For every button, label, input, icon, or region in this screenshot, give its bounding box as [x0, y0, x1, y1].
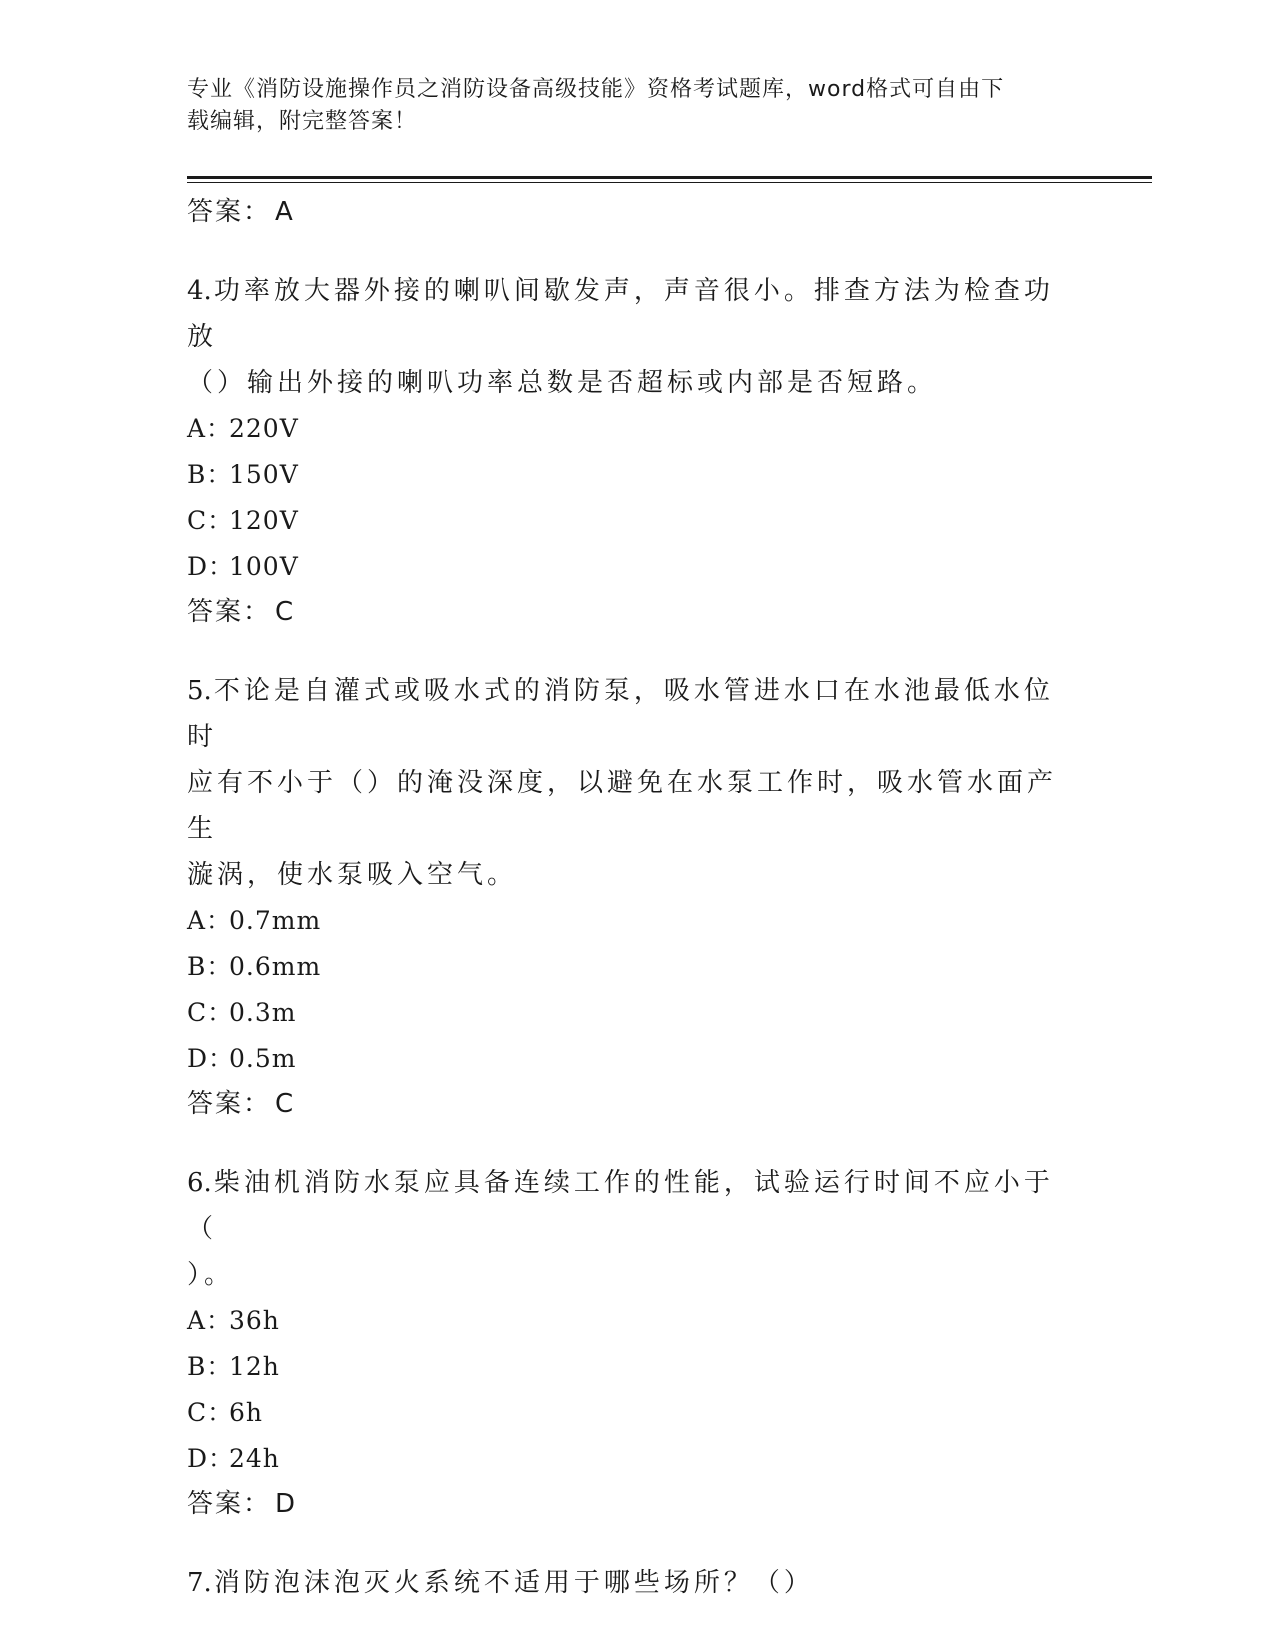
option-row [187, 498, 1067, 544]
question-block [187, 1126, 1067, 1526]
header-rule-thick [187, 176, 1152, 179]
question-text-line [187, 668, 1067, 760]
question-number: 7. [187, 1568, 212, 1598]
question-text: 漩涡，使水泵吸入空气。 [187, 860, 518, 890]
question-number: 6. [187, 1168, 212, 1198]
option-letter: B： [187, 1352, 233, 1381]
question-list [187, 234, 1067, 1606]
option-letter: A： [187, 906, 233, 935]
option-row [187, 898, 1067, 944]
question-text: 不论是自灌式或吸水式的消防泵，吸水管进水口在水池最低水位时 [187, 676, 1054, 752]
answer-label: 答案： [187, 1089, 272, 1119]
option-letter: A： [187, 1306, 233, 1335]
answer-value: A [275, 197, 293, 227]
question-text: ）。 [187, 1260, 235, 1290]
option-text: 36h [229, 1306, 280, 1335]
answer-line [187, 1082, 1067, 1126]
option-text: 220V [229, 414, 299, 443]
option-letter: D： [187, 552, 235, 581]
question-text-line [187, 268, 1067, 360]
question-block [187, 234, 1067, 634]
question-text-line [187, 1560, 1067, 1606]
option-text: 0.7mm [229, 906, 322, 935]
question-number: 5. [187, 676, 212, 706]
option-text: 0.5m [229, 1044, 297, 1073]
option-text: 0.6mm [229, 952, 322, 981]
option-row [187, 1036, 1067, 1082]
option-row [187, 1390, 1067, 1436]
option-letter: B： [187, 460, 233, 489]
answer-label: 答案： [187, 197, 272, 227]
answer-line [187, 190, 1067, 234]
option-row [187, 1344, 1067, 1390]
option-letter: D： [187, 1044, 235, 1073]
option-letter: C： [187, 998, 234, 1027]
option-text: 0.3m [229, 998, 297, 1027]
question-text: 应有不小于（）的淹没深度，以避免在水泵工作时，吸水管水面产生 [187, 768, 1058, 844]
question-text: 消防泡沫泡灭火系统不适用于哪些场所？（） [213, 1568, 814, 1598]
question-spacer [187, 234, 1067, 268]
question-text-line [187, 760, 1067, 852]
answer-line [187, 1482, 1067, 1526]
question-text-line [187, 852, 1067, 898]
option-row [187, 406, 1067, 452]
option-text: 120V [229, 506, 299, 535]
question-spacer [187, 1526, 1067, 1560]
document-header [187, 74, 1067, 138]
question-text-line [187, 1252, 1067, 1298]
answer-label: 答案： [187, 597, 272, 627]
answer-label: 答案： [187, 1489, 272, 1519]
option-text: 24h [229, 1444, 280, 1473]
question-spacer [187, 1126, 1067, 1160]
option-letter: D： [187, 1444, 235, 1473]
question-spacer [187, 634, 1067, 668]
option-text: 100V [229, 552, 299, 581]
option-letter: B： [187, 952, 233, 981]
option-letter: C： [187, 506, 234, 535]
option-row [187, 1436, 1067, 1482]
question-block [187, 634, 1067, 1126]
question-text: 柴油机消防水泵应具备连续工作的性能，试验运行时间不应小于（ [187, 1168, 1054, 1244]
option-letter: A： [187, 414, 233, 443]
header-rule-thin [187, 182, 1152, 183]
option-row [187, 1298, 1067, 1344]
answer-line [187, 590, 1067, 634]
question-text-line [187, 360, 1067, 406]
option-letter: C： [187, 1398, 234, 1427]
question-text: 功率放大器外接的喇叭间歇发声，声音很小。排查方法为检查功放 [187, 276, 1054, 352]
option-text: 6h [229, 1398, 264, 1427]
document-content [187, 190, 1067, 1606]
option-row [187, 944, 1067, 990]
header-line-2: 载编辑，附完整答案！ [187, 109, 418, 134]
option-text: 12h [229, 1352, 280, 1381]
option-row [187, 452, 1067, 498]
header-line-1: 专业《消防设施操作员之消防设备高级技能》资格考试题库，word格式可自由下 [187, 77, 1005, 102]
answer-value: D [275, 1489, 296, 1519]
question-number: 4. [187, 276, 212, 306]
question-text-line [187, 1160, 1067, 1252]
question-text: （）输出外接的喇叭功率总数是否超标或内部是否短路。 [187, 368, 938, 398]
answer-value: C [275, 597, 294, 627]
option-row [187, 990, 1067, 1036]
answer-value: C [275, 1089, 294, 1119]
option-row [187, 544, 1067, 590]
question-block [187, 1526, 1067, 1606]
option-text: 150V [229, 460, 299, 489]
